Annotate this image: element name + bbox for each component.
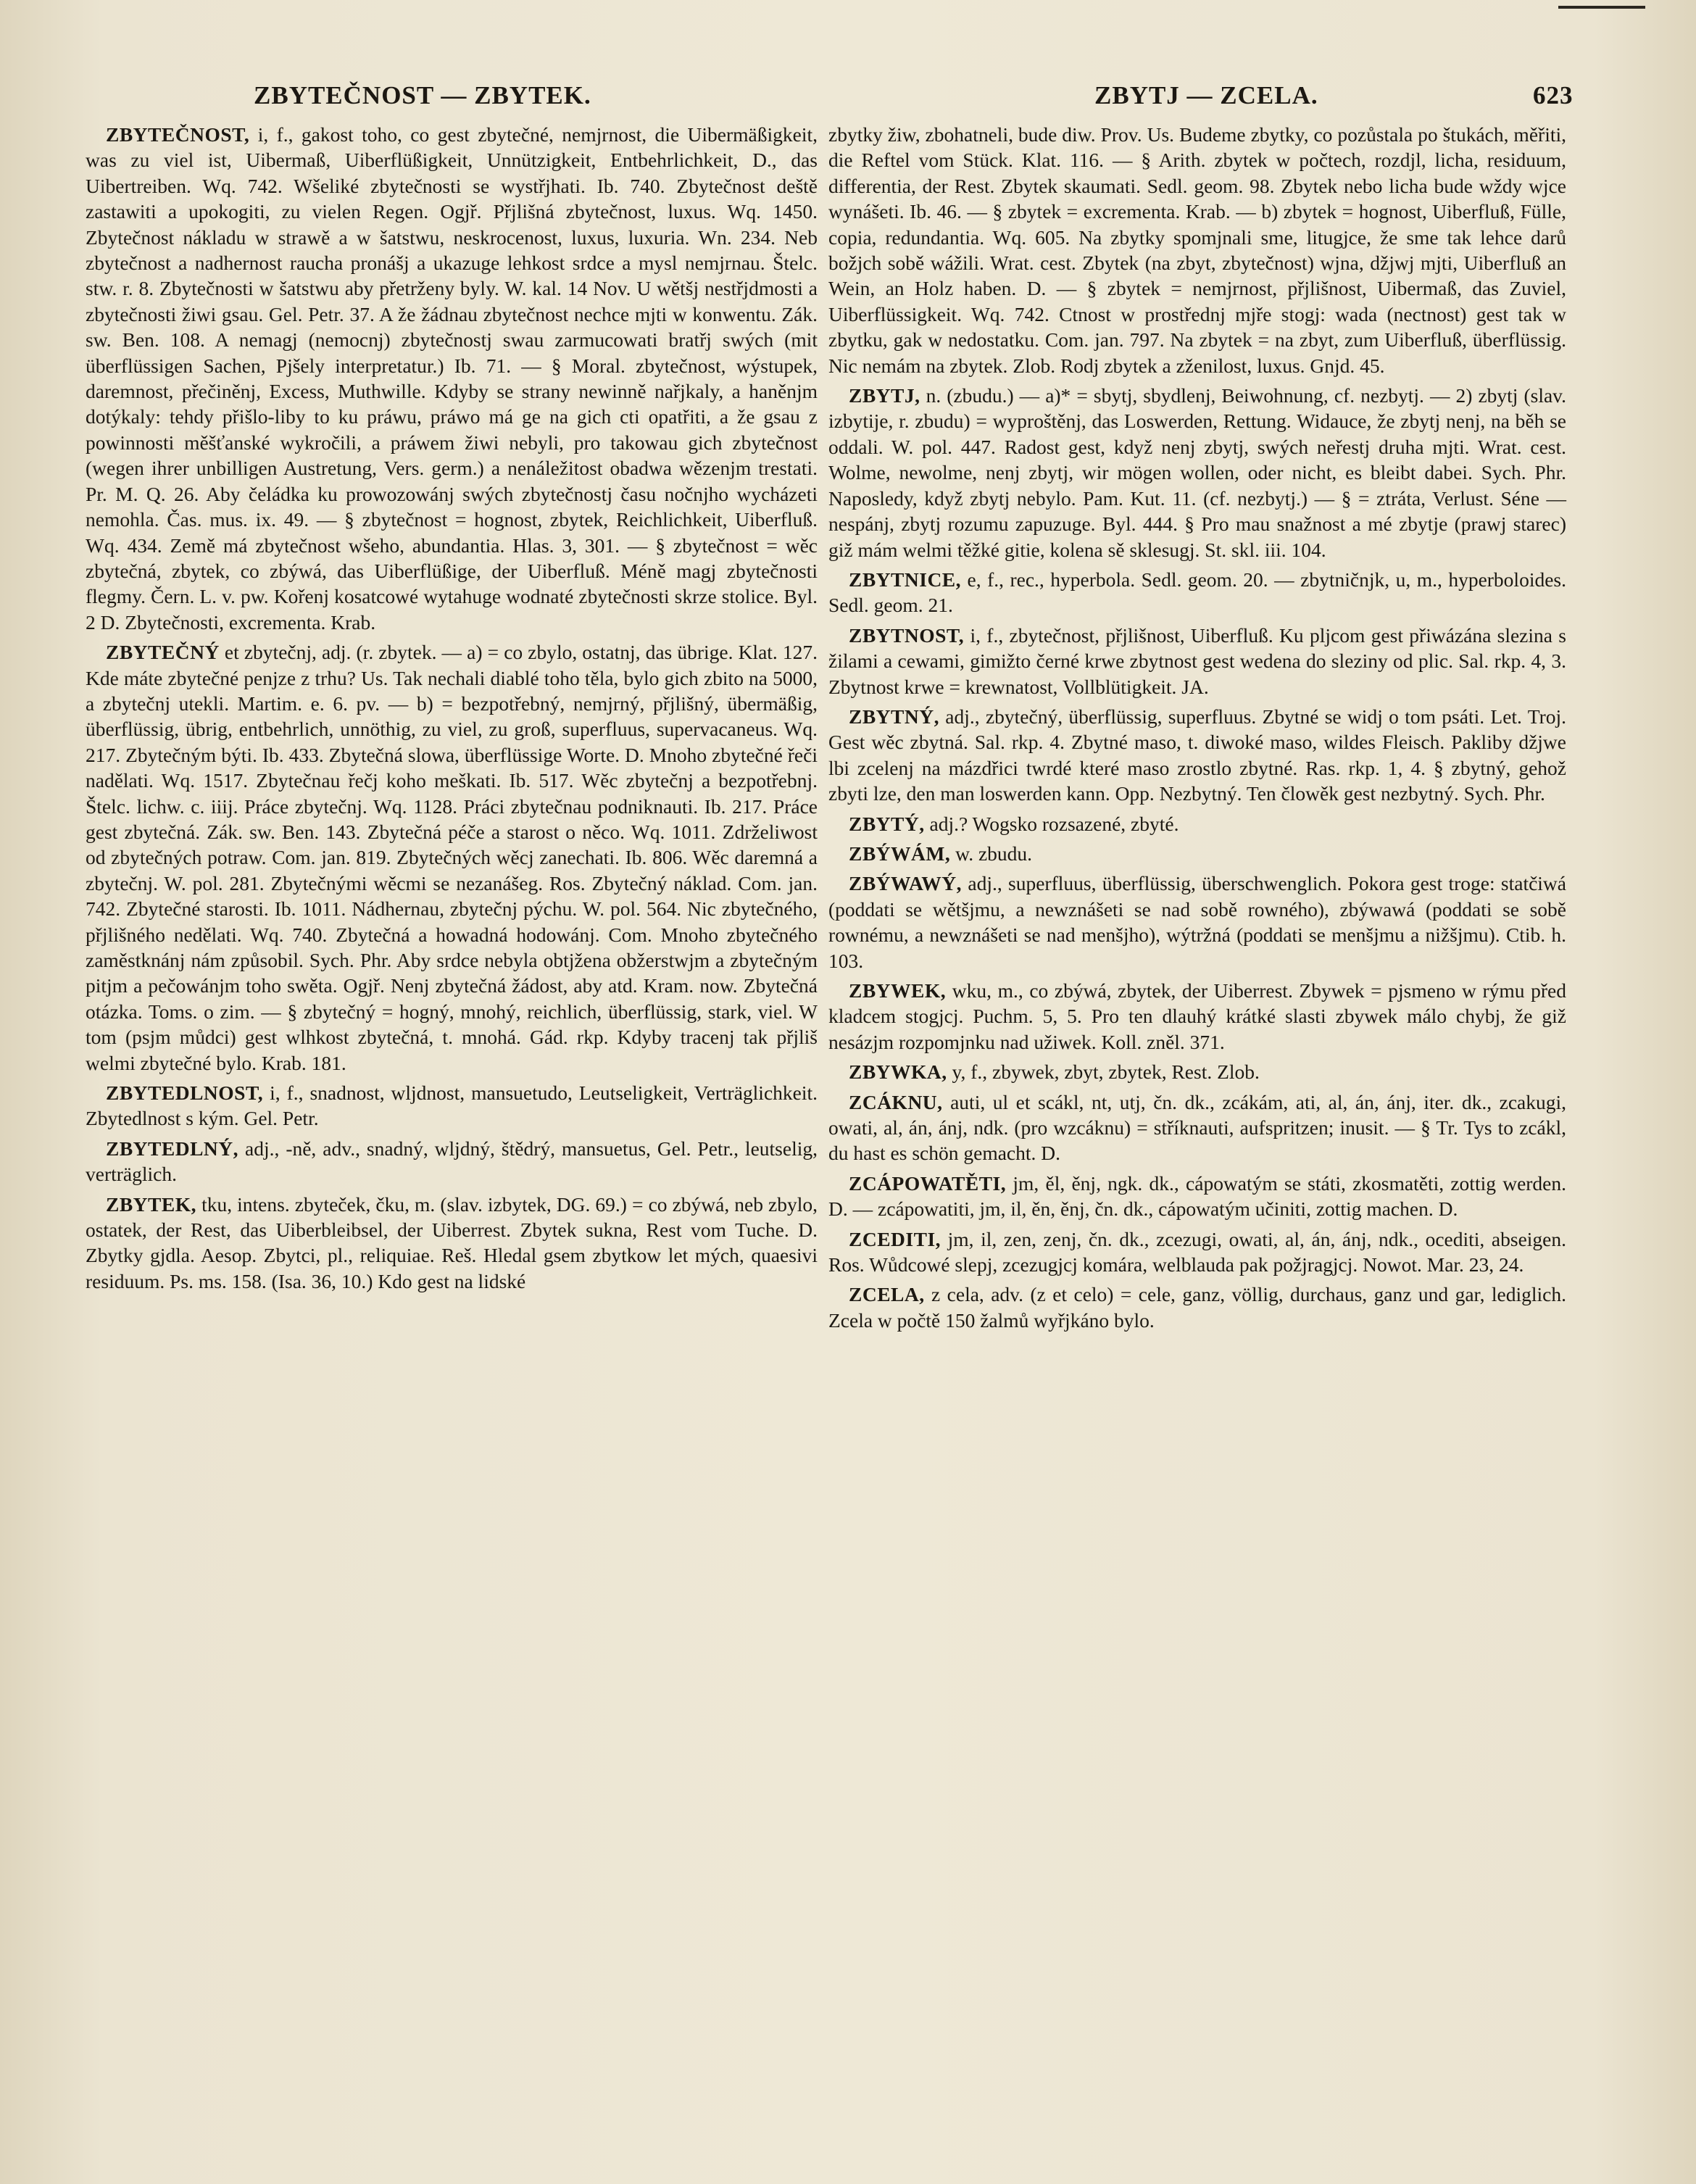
entry-text: n. (zbudu.) — a)* = sbytj, sbydlenj, Beiwohnung, cf. nezbytj. — 2) zbytj (slav. izbytije, r. zbudu) = wyproštěnj, das Loswerden, Rettung. Widauce, že zbytj nenj, na běh se oddali. W. pol. 447. Radost gest, když nenj zbytj, swých neřestj druha mjti. Wrat. cest. Wolme, newolme, nenj zbytj, wir mögen wollen, oder nicht, es bleibt dabei. Sych. Phr. Naposledy, když zbytj nebylo. Pam. Kut. 11. (cf. nezbytj.) — § = ztráta, Verlust. Séne — nespánj, zbytj rozumu zapuzuge. Byl. 444. § Pro mau snažnost a mé zbytje (prawj starec) giž mám welmi těžké gitie, kolena sě sklesugj. St. skl. iii. 104. — [828, 384, 1567, 561]
entry-zbywawy — [828, 871, 1566, 973]
entry-zcapowateti — [828, 1171, 1566, 1222]
headword: ZCEDITI, — [849, 1227, 941, 1250]
right-column — [828, 122, 1566, 1333]
entry-text: et zbytečnj, adj. (r. zbytek. — a) = co zbylo, ostatnj, das übrige. Klat. 127. Kde máte zbytečné penjze z trhu? Us. Tak nechali diablé toho těla, bylo gich zbito na 5000, a zbytečnj utekli. Martim. e. 6. pv. — b) = bezpotřebný, nemjrný, přjlišný, übermäßig, überflüssig, übrig, entbehrlich, unnöthig, zu viel, zu groß, superfluus, supervacaneus. Wq. 217. Zbytečným býti. Ib. 433. Zbytečná slowa, überflüssige Worte. D. Mnoho zbytečné řeči nadělati. Wq. 1517. Zbytečnau řečj koho meškati. Ib. 517. Wěc zbytečnj a bezpotřebnj. Štelc. lichw. c. iiij. Práce zbytečnj. Wq. 1128. Práci zbytečnau podniknauti. Ib. 217. Práce gest zbytečná. Zák. sw. Ben. 143. Zbytečná péče a starost o něco. Wq. 1011. Zdrželiwost od zbytečných potraw. Com. jan. 819. Zbytečných wěcj zanechati. Ib. 806. Wěc daremná a zbytečnj. W. pol. 281. Zbytečnými wěcmi se nezanášeg. Ros. Zbytečný náklad. Com. jan. 742. Zbytečné starosti. Ib. 1011. Nádhernau, zbytečnj pýchu. W. pol. 564. Nic zbytečného, přjlišného nedělati. Wq. 740. Zbytečná a howadná hodowánj. Com. Mnoho zbytečného zaměstknánj nám způsobil. Sych. Phr. Aby srdce nebyla obtjžena obžerstwjm a zbytečným pitjm a pečowánjm toho swěta. Ogjř. Nenj zbytečná žádost, aby atd. Kram. now. Zbytečná otázka. Toms. o zim. — § zbytečný = hogný, mnohý, reichlich, überflüssig, stark, viel. W tom (psjm můdci) gest wlhkost zbytečná, t. mnohá. Gád. rkp. Kdyby tracenj tak přjliš welmi zbytečné bylo. Krab. 181. — [86, 641, 818, 1074]
headword: ZCÁPOWATĚTI, — [849, 1171, 1007, 1195]
entry-text: zbytky žiw, zbohatneli, bude diw. Prov. Us. Budeme zbytky, co pozůstala po štukách, měřiti, die Reftel vom Stück. Klat. 116. — § Arith. zbytek w počtech, rozdjl, licha, residuum, differentia, der Rest. Zbytek skaumati. Sedl. geom. 98. Zbytek nebo licha bude wždy wjce wynášeti. Ib. 46. — § zbytek = excrementa. Krab. — b) zbytek = hognost, Uiberfluß, Fülle, copia, redundantia. Wq. 605. Na zbytky spomjnali sme, litugjce, že sme tak lehce darů božjch sobě wážili. Wrat. cest. Zbytek (na zbyt, zbytečnost) wjna, džjwj mjti, Uiberfluß an Wein, an Holz haben. D. — § zbytek = nemjrnost, přjlišnost, Uibermaß, das Zuviel, Uiberflüssigkeit. Wq. 742. Ctnost w prostřednj mjře stogj: wada (nectnost) gest tak w zbytku, gak w nedostatku. Com. jan. 797. Na zbytek = na zbyt, zum Uiberfluß, überflüssig. Nic nemám na zbytek. Zlob. Rodj zbytek a zženilost, luxus. Gnjd. 45. — [828, 123, 1566, 377]
headword: ZBYTEČNOST, — [106, 123, 250, 146]
entry-zcediti — [828, 1226, 1566, 1278]
entry-text: e, f., rec., hyperbola. Sedl. geom. 20. — zbytničnjk, u, m., hyperboloides. Sedl. geom. 21. — [828, 568, 1566, 617]
headword: ZBYWKA, — [849, 1060, 947, 1084]
entry-zbytek-continued — [828, 122, 1566, 378]
entry-text: w. zbudu. — [955, 842, 1033, 865]
entry-zbytnost — [828, 623, 1566, 699]
entry-text: y, f., zbywek, zbyt, zbytek, Rest. Zlob. — [952, 1060, 1260, 1084]
headword: ZCÁKNU, — [849, 1090, 943, 1113]
headword: ZBYTEDLNOST, — [106, 1081, 264, 1105]
entry-text: jm, il, zen, zenj, čn. dk., zcezugi, owati, al, án, ánj, ndk., ocediti, abseigen. Ros. Wůdcowé slepj, zcezugjcj komára, welblauda pak požjragjcj. Nowot. Mar. 23, 24. — [828, 1227, 1567, 1276]
entry-text: i, f., snadnost, wljdnost, mansuetudo, Leutseligkeit, Verträglichkeit. Zbytedlnost s kým. Gel. Petr. — [86, 1081, 818, 1130]
entry-text: adj., zbytečný, überflüssig, superfluus. Zbytné se widj o tom psáti. Let. Troj. Gest wěc zbytná. Sal. rkp. 4. Zbytné maso, t. diwoké maso, wildes Fleisch. Pakliby džjwe lbi zcelenj na mázdřici twrdé které maso zrostlo zbytné. Ras. rkp. 1, 4. § zbytný, gehož zbyti lze, den man loswerden kann. Opp. Nezbytný. Ten člowěk gest nezbytný. Sych. Phr. — [828, 705, 1566, 805]
entry-text: z cela, adv. (z et celo) = cele, ganz, völlig, durchaus, ganz und gar, lediglich. Zcela w počtě 150 žalmů wyřjkáno bylo. — [828, 1283, 1566, 1332]
entry-text: auti, ul et scákl, nt, utj, čn. dk., zcákám, ati, al, án, ánj, iter. dk., zcakugi, owati, al, án, ánj, ndk. (pro wzcáknu) = stříknauti, aufspritzen; inusit. — § Tr. Tys to zcákl, du hast es schön gemacht. D. — [828, 1090, 1567, 1165]
entry-text: i, f., zbytečnost, přjlišnost, Uiberfluß. Ku pljcom gest přiwázána slezina s žilami a cewami, gimižto černé krwe zbytnost gest wedena do sleziny od plic. Sal. rkp. 4, 3. Zbytnost krwe = krewnatost, Vollblütigkeit. JA. — [828, 623, 1566, 698]
headword: ZBYTEDLNÝ, — [106, 1137, 239, 1160]
running-header-left: ZBYTEČNOST — ZBYTEK. — [254, 81, 591, 109]
entry-zbytj — [828, 383, 1566, 562]
headword: ZBYTEK, — [106, 1192, 196, 1216]
headword: ZBYWEK, — [849, 979, 947, 1002]
headword: ZBYTNOST, — [849, 623, 965, 647]
entry-text: tku, intens. zbyteček, čku, m. (slav. izbytek, DG. 69.) = co zbýwá, neb zbylo, ostatek, der Rest, das Uiberbleibsel, der Uiberrest. Zbytek sukna, Rest vom Tuche. D. Zbytky gjdla. Aesop. Zbytci, pl., reliquiae. Reš. Hledal gsem zbytkow let mých, quaesivi residuum. Ps. ms. 158. (Isa. 36, 10.) Kdo gest na lidské — [86, 1192, 818, 1292]
headword: ZCELA, — [849, 1283, 925, 1306]
entry-zbytnice — [828, 567, 1566, 618]
running-header-right: ZBYTJ — ZCELA. — [1094, 81, 1318, 109]
entry-zbytny — [828, 704, 1566, 807]
headword: ZBYTÝ, — [849, 812, 925, 835]
headword: ZBYTJ, — [849, 384, 920, 407]
entry-zcaknu — [828, 1089, 1566, 1166]
page-number: 623 — [1533, 81, 1574, 109]
entry-text: wku, m., co zbýwá, zbytek, der Uiberrest. Zbywek = pjsmeno w rýmu před kladcem stogjcj. Puchm. 5, 5. Pro ten dlauhý krátké slasti zbywek málo chybj, že giž nesázjm rozpomjnku nad užiwek. Koll. zněl. 371. — [828, 979, 1567, 1053]
top-edge-rule — [1558, 6, 1645, 9]
headword: ZBYTNICE, — [849, 568, 962, 591]
headword: ZBÝWÁM, — [849, 842, 951, 865]
entry-text: adj., superfluus, überflüssig, überschwenglich. Pokora gest troge: statčiwá (poddati se wětšjmu, a newznášeti se nad sobě rowného), zbýwawá (poddati se sobě rownému, a newznášeti se nad menšjho), wýtržná (poddati se menšjmu a nižšjmu). Ctib. h. 103. — [828, 872, 1566, 972]
entry-text: adj.? Wogsko rozsazené, zbyté. — [929, 812, 1179, 835]
entry-zbyty — [828, 811, 1566, 836]
entry-zbytedlny — [86, 1136, 818, 1187]
headword: ZBYTEČNÝ — [106, 641, 220, 664]
entry-zbywka — [828, 1059, 1566, 1084]
entry-zbytek — [86, 1192, 818, 1295]
entry-text: jm, ěl, ěnj, ngk. dk., cápowatým se státi, zkosmatěti, zottig werden. D. — zcápowatiti, jm, il, ěn, ěnj, čn. dk., cápowatým učiniti, zottig machen. D. — [828, 1171, 1567, 1221]
headword: ZBÝWAWÝ, — [849, 872, 963, 895]
entry-zbytecnost — [86, 122, 818, 635]
headword: ZBYTNÝ, — [849, 705, 939, 728]
entry-text: i, f., gakost toho, co gest zbytečné, nemjrnost, die Uibermäßigkeit, was zu viel ist, Uibermaß, Uiberflüßigkeit, Unnützigkeit, Entbehrlichkeit, D., das Uibertreiben. Wq. 742. Wšeliké zbytečnosti se wystřjhati. Ib. 740. Zbytečnost deště zastawiti a upokogiti, zu vielen Regen. Ogjř. Přjlišná zbytečnost, luxus. Wq. 1450. Zbytečnost nákladu w strawě a w šatstwu, neskrocenost, luxus, luxuria. Wn. 234. Neb zbytečnost a nadhernost raucha pronášj a ukazuge lehkost srdce a mysl nemjrnau. Štelc. stw. r. 8. Zbytečnosti w šatstwu aby přetrženy byly. W. kal. 14 Nov. U wětšj nestřjdmosti a zbytečnosti žiwi gsau. Gel. Petr. 37. A že žádnau zbytečnost nechce mjti w konwentu. Zák. sw. Ben. 108. A nemagj (nemocnj) zbytečnostj swau zarmucowati bratřj swých (mit überflüssigen Sachen, Pjšely interpretatur.) Ib. 71. — § Moral. zbytečnost, wýstupek, daremnost, přečiněnj, Excess, Muthwille. Kdyby se strany newinně nařjkaly, a haněnjm dotýkaly: tehdy přišlo-liby to ku práwu, práwo má ge na gich cti opatřiti, a že gsau z powinnosti měšťanské wykročili, a práwem žiwi nebyli, pro takowau gich zbytečnost (wegen ihrer unbilligen Austretung, Vers. germ.) a nenáležitost obadwa wězenjm trestati. Pr. M. Q. 26. Aby čeládka ku prowozowánj swých zbytečnostj času nočnjho wycházeti nemohla. Čas. mus. ix. 49. — § zbytečnost = hognost, zbytek, Reichlichkeit, Uiberfluß. Wq. 434. Země má zbytečnost wšeho, abundantia. Hlas. 3, 301. — § zbytečnost = wěc zbytečná, zbytek, co zbýwá, das Uiberflüßige, der Uiberfluß. Méně magj zbytečnosti flegmy. Čern. L. v. pw. Kořenj kosatcowé wytahuge wodnaté zbytečnosti skrze stolice. Byl. 2 D. Zbytečnosti, excrementa. Krab. — [86, 123, 818, 634]
entry-zbywek — [828, 978, 1566, 1055]
entry-zcela — [828, 1282, 1566, 1333]
entry-zbytecny — [86, 639, 818, 1076]
entry-zbytedlnost — [86, 1080, 818, 1132]
left-column — [86, 122, 818, 1294]
entry-text: adj., -ně, adv., snadný, wljdný, štědrý, mansuetus, Gel. Petr., leutselig, verträglich. — [86, 1137, 818, 1186]
entry-zbywam — [828, 841, 1566, 866]
